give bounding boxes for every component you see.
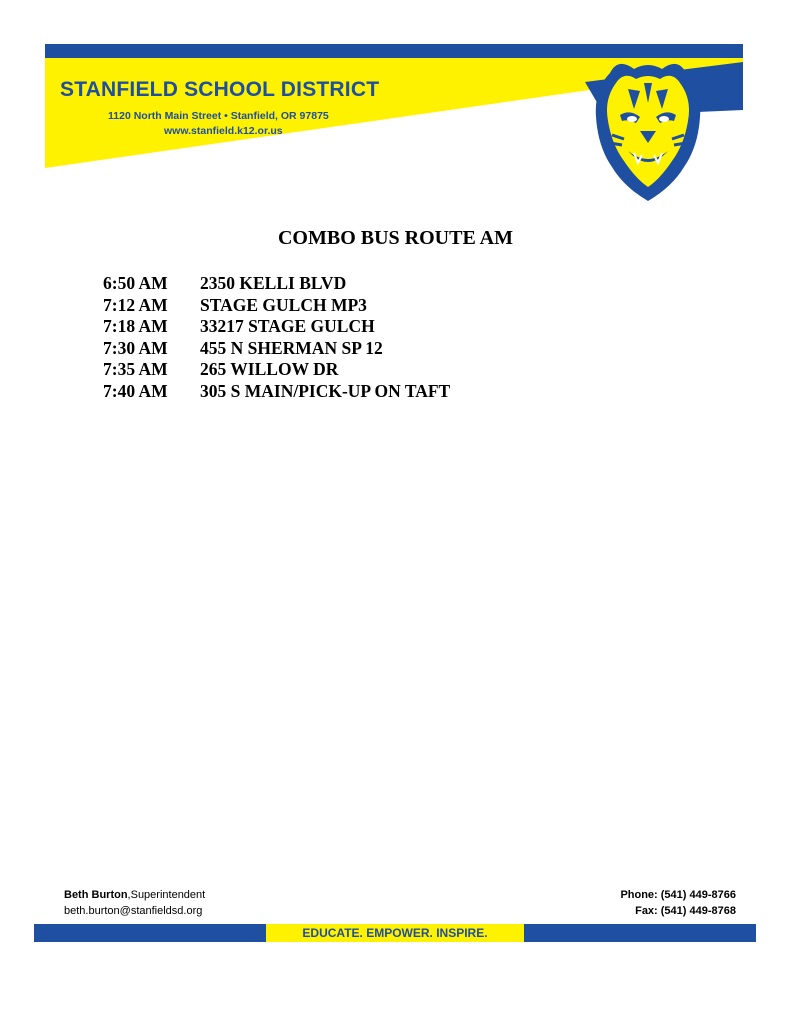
tiger-mascot-icon — [588, 55, 708, 205]
superintendent-signature-line — [64, 889, 205, 901]
district-slogan: EDUCATE. EMPOWER. INSPIRE. — [266, 924, 524, 942]
route-stop-row — [103, 381, 450, 403]
district-phone: Phone: (541) 449-8766 — [620, 889, 736, 901]
superintendent-email: beth.burton@stanfieldsd.org — [64, 905, 203, 917]
route-stop-row — [103, 359, 450, 381]
route-stop-row — [103, 273, 450, 295]
footer-bar — [34, 924, 756, 942]
stop-location: STAGE GULCH MP3 — [200, 294, 367, 315]
bus-route-schedule — [103, 273, 450, 402]
route-stop-row — [103, 295, 450, 317]
district-name: STANFIELD SCHOOL DISTRICT — [60, 78, 380, 101]
stop-location: 265 WILLOW DR — [200, 359, 339, 379]
route-stop-row — [103, 316, 450, 338]
document-title: COMBO BUS ROUTE AM — [277, 227, 514, 249]
stop-location: 33217 STAGE GULCH — [200, 316, 375, 336]
district-address: 1120 North Main Street • Stanfield, OR 97875 — [108, 110, 329, 122]
stop-time: 7:40 AM — [103, 380, 168, 401]
district-website: www.stanfield.k12.or.us — [164, 125, 283, 137]
stop-time: 7:30 AM — [103, 337, 168, 358]
stop-location: 2350 KELLI BLVD — [200, 273, 347, 293]
district-fax: Fax: (541) 449-8768 — [635, 905, 736, 917]
stop-location: 455 N SHERMAN SP 12 — [200, 337, 383, 358]
stop-time: 7:35 AM — [103, 359, 168, 379]
superintendent-title: ,Superintendent — [127, 889, 206, 901]
stop-time: 7:12 AM — [103, 294, 168, 315]
superintendent-name: Beth Burton — [64, 889, 128, 901]
stop-location: 305 S MAIN/PICK-UP ON TAFT — [200, 380, 451, 401]
route-stop-row — [103, 338, 450, 360]
stop-time: 6:50 AM — [103, 273, 168, 293]
stop-time: 7:18 AM — [103, 316, 168, 336]
